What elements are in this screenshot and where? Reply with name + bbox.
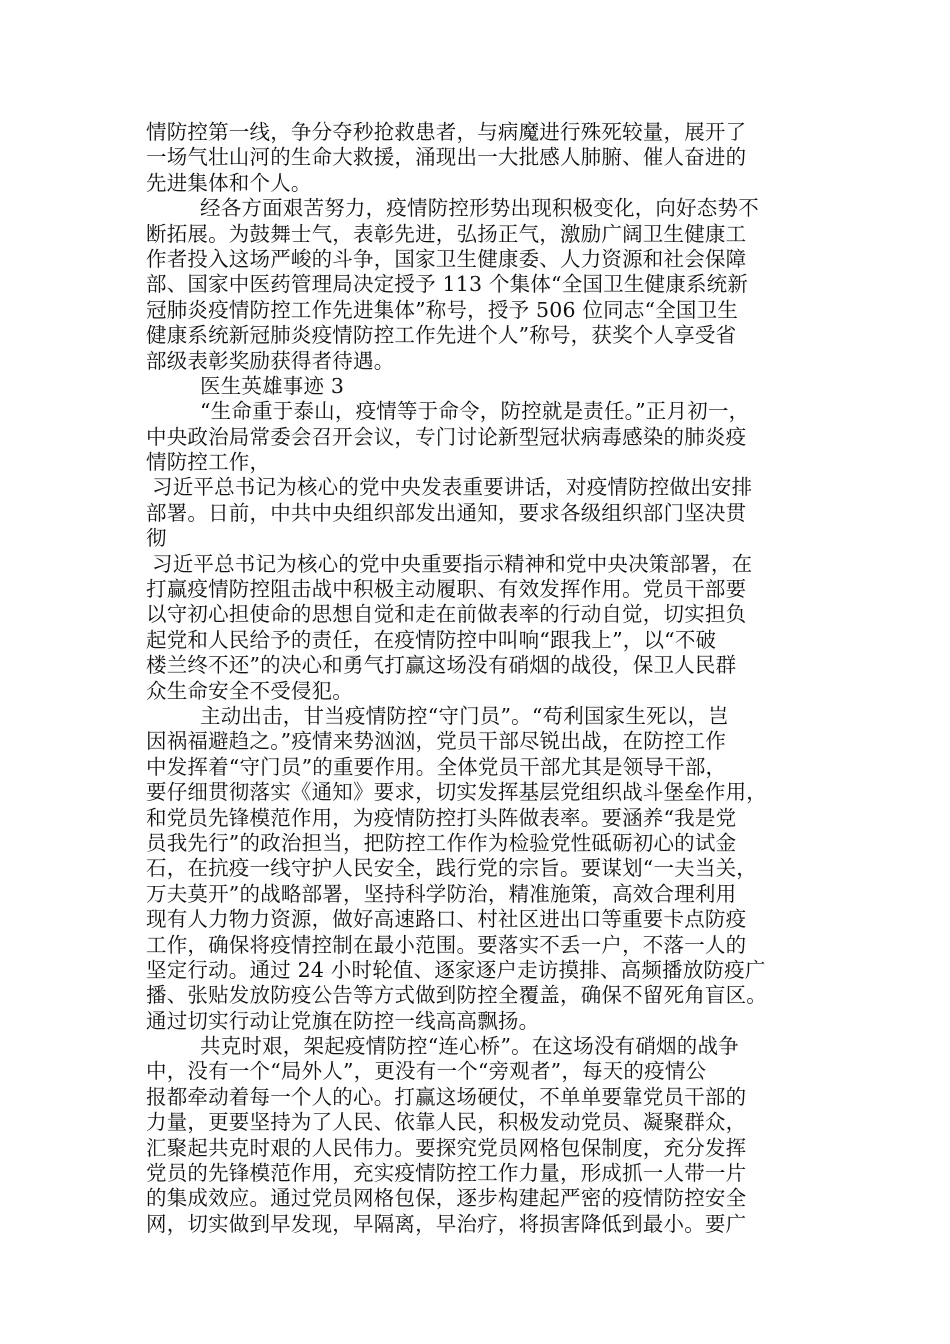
text-line: 的集成效应。通过党员网格包保，逐步构建起严密的疫情防控安全	[146, 1186, 747, 1211]
text-line: 部署。日前，中共中央组织部发出通知，要求各级组织部门坚决贯	[146, 500, 747, 525]
text-line: 因祸福避趋之。”疫情来势汹汹，党员干部尽锐出战，在防控工作	[146, 729, 727, 754]
text-line: 情防控工作，	[146, 450, 271, 475]
text-line: 要仔细贯彻落实《通知》要求，切实发挥基层党组织战斗堡垒作用，	[146, 780, 767, 805]
paragraph-start-line: 共克时艰，架起疫情防控“连心桥”。在这场没有硝烟的战争	[200, 1034, 739, 1059]
text-line: 中发挥着“守门员”的重要作用。全体党员干部尤其是领导干部，	[146, 754, 727, 779]
text-line: 中，没有一个“局外人”，更没有一个“旁观者”，每天的疫情公	[146, 1059, 707, 1084]
text-line: 健康系统新冠肺炎疫情防控工作先进个人”称号，获奖个人享受省	[146, 323, 737, 348]
text-line: 播、张贴发放防疫公告等方式做到防控全覆盖，确保不留死角盲区。	[146, 983, 767, 1008]
text-line: 通过切实行动让党旗在防控一线高高飘扬。	[146, 1008, 540, 1033]
text-line: 断拓展。为鼓舞士气，表彰先进，弘扬正气，激励广阔卫生健康工	[146, 221, 747, 246]
text-line: 部、国家中医药管理局决定授予 113 个集体“全国卫生健康系统新	[146, 272, 749, 297]
text-line: 部级表彰奖励获得者待遇。	[146, 348, 395, 373]
text-line: 以守初心担使命的思想自觉和走在前做表率的行动自觉，切实担负	[146, 602, 747, 627]
text-line: 打赢疫情防控阻击战中积极主动履职、有效发挥作用。党员干部要	[146, 577, 747, 602]
text-line: 情防控第一线，争分夺秒抢救患者，与病魔进行殊死较量，展开了	[146, 120, 747, 144]
text-line: 冠肺炎疫情防控工作先进集体”称号，授予 506 位同志“全国卫生	[146, 297, 739, 322]
text-line: 习近平总书记为核心的党中央重要指示精神和党中央决策部署，在	[152, 551, 753, 576]
paragraph-start-line: “生命重于泰山，疫情等于命令，防控就是责任。”正月初一，	[200, 399, 750, 424]
text-line: 网，切实做到早发现，早隔离，早治疗，将损害降低到最小。要广	[146, 1211, 747, 1236]
text-line: 现有人力物力资源，做好高速路口、村社区进出口等重要卡点防疫	[146, 907, 747, 932]
text-line: 众生命安全不受侵犯。	[146, 678, 353, 703]
text-line: 党员的先锋模范作用，充实疫情防控工作力量，形成抓一人带一片	[146, 1161, 747, 1186]
text-line: 和党员先锋模范作用，为疫情防控打头阵做表率。要涵养“我是党	[146, 805, 737, 830]
text-line: 石，在抗疫一线守护人民安全，践行党的宗旨。要谋划“一夫当关，	[146, 856, 757, 881]
text-line: 作者投入这场严峻的斗争，国家卫生健康委、人力资源和社会保障	[146, 246, 747, 271]
document-body	[146, 120, 816, 1237]
text-line: 先进集体和个人。	[146, 170, 312, 195]
paragraph-start-line: 主动出击，甘当疫情防控“守门员”。“苟利国家生死以，岂	[200, 703, 729, 728]
text-line: 一场气壮山河的生命大救援，涌现出一大批感人肺腑、催人奋进的	[146, 145, 747, 170]
text-line: 习近平总书记为核心的党中央发表重要讲话，对疫情防控做出安排	[152, 475, 753, 500]
text-line: 中央政治局常委会召开会议，专门讨论新型冠状病毒感染的肺炎疫	[146, 424, 747, 449]
text-line: 报都牵动着每一个人的心。打赢这场硬仗，不单单要靠党员干部的	[146, 1084, 747, 1109]
paragraph-start-line: 经各方面艰苦努力，疫情防控形势出现积极变化，向好态势不	[200, 196, 759, 221]
text-line: 彻	[146, 526, 167, 551]
text-line: 坚定行动。通过 24 小时轮值、逐家逐户走访摸排、高频播放防疫广	[146, 957, 766, 982]
text-line: 员我先行”的政治担当，把防控工作作为检验党性砥砺初心的试金	[146, 830, 737, 855]
text-line: 工作，确保将疫情控制在最小范围。要落实不丢一户，不落一人的	[146, 932, 747, 957]
text-line: 力量，更要坚持为了人民、依靠人民，积极发动党员、凝聚群众，	[146, 1110, 747, 1135]
text-line: 汇聚起共克时艰的人民伟力。要探究党员网格包保制度，充分发挥	[146, 1135, 747, 1160]
text-line: 起党和人民给予的责任，在疫情防控中叫响“跟我上”，以“不破	[146, 627, 717, 652]
text-line: 楼兰终不还”的决心和勇气打赢这场没有硝烟的战役，保卫人民群	[146, 653, 737, 678]
text-line: 万夫莫开”的战略部署，坚持科学防治，精准施策，高效合理利用	[146, 881, 737, 906]
section-heading: 医生英雄事迹 3	[200, 373, 345, 398]
